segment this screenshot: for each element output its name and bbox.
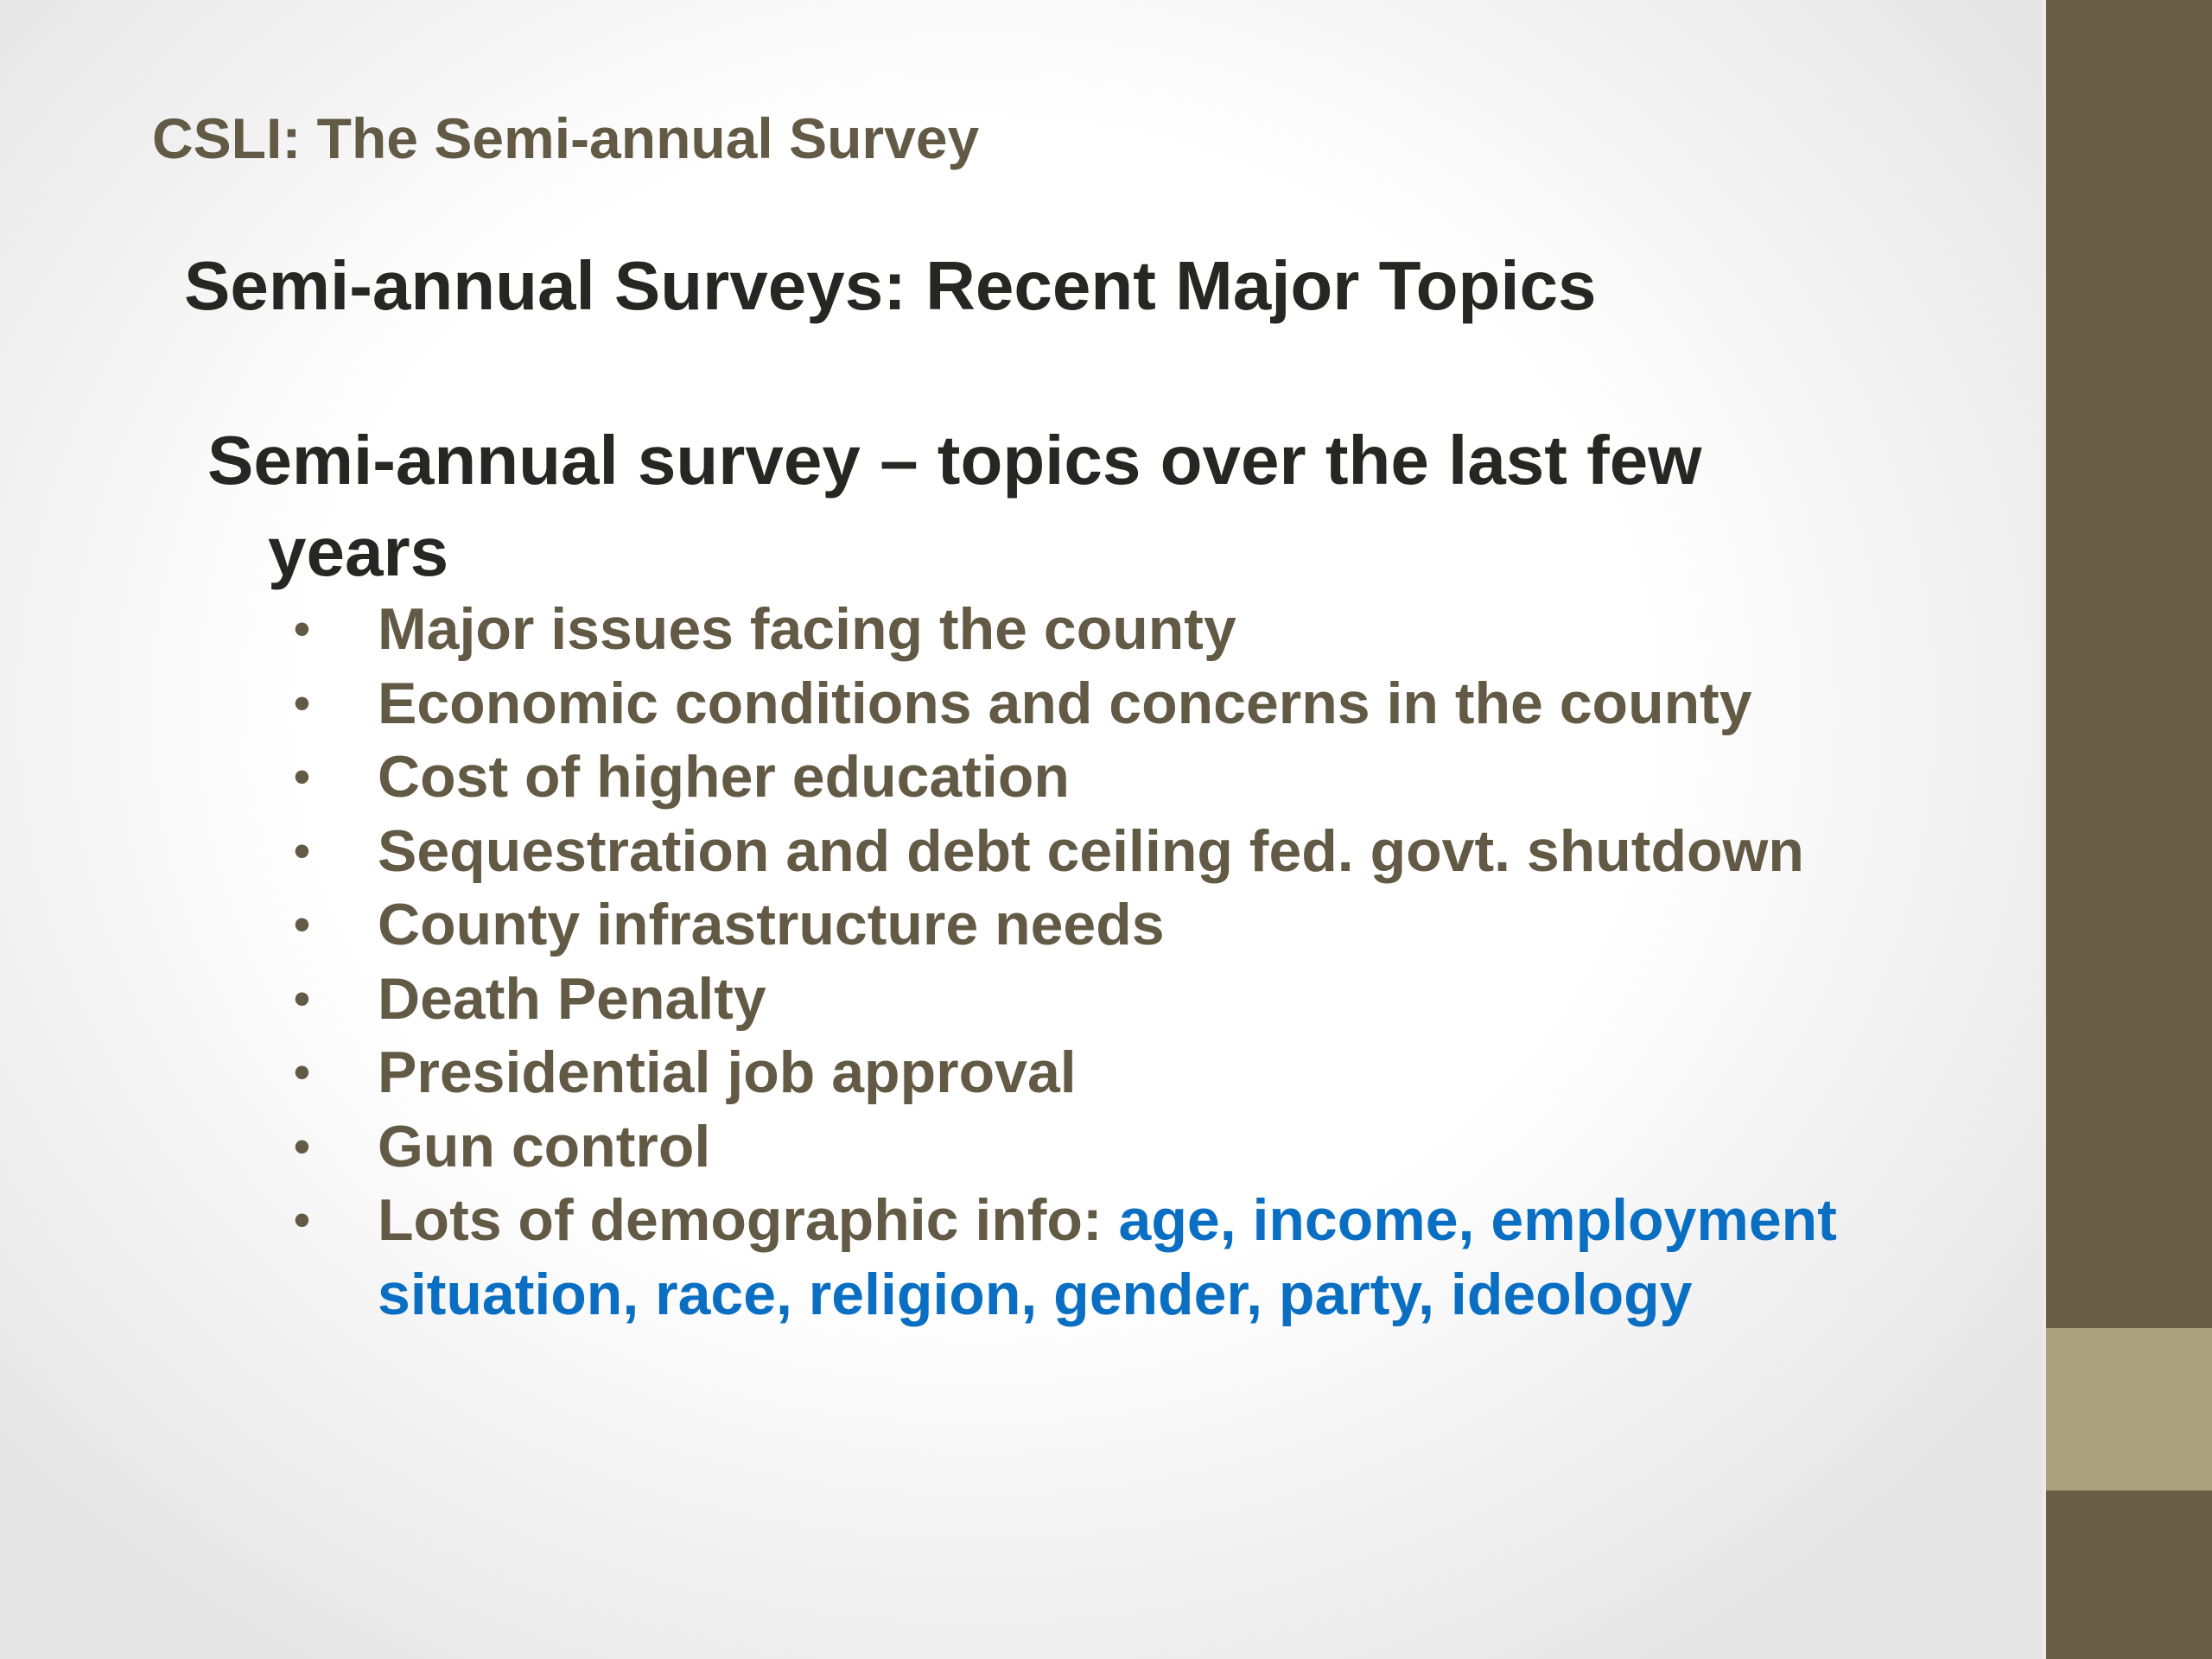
bullet-icon: • <box>294 972 310 1025</box>
list-item-text: County infrastructure needs <box>378 892 1165 957</box>
bullet-icon: • <box>294 751 310 803</box>
bullet-icon: • <box>294 603 310 655</box>
list-item-text: Economic conditions and concerns in the county <box>378 670 1752 736</box>
list-item <box>0 741 1933 815</box>
list-item-text: Presidential job approval <box>378 1039 1077 1105</box>
list-item <box>0 1036 1933 1110</box>
subheading <box>207 415 1884 598</box>
bullet-icon: • <box>294 824 310 877</box>
list-item <box>0 888 1933 963</box>
demographics-highlight-line-1: age, income, employment <box>1118 1187 1837 1253</box>
bullet-icon: • <box>294 899 310 950</box>
bullet-icon: • <box>294 677 310 729</box>
list-item-text: Gun control <box>378 1113 711 1179</box>
list-item-text: Major issues facing the county <box>378 596 1236 662</box>
list-item-text: Cost of higher education <box>378 744 1070 810</box>
list-item-text: Sequestration and debt ceiling fed. govt. shutdown <box>378 817 1804 884</box>
list-item <box>0 667 1933 741</box>
list-item <box>0 963 1933 1037</box>
list-item-text: Death Penalty <box>378 965 766 1032</box>
topic-list <box>0 593 1933 1332</box>
list-item <box>0 593 1933 667</box>
bullet-icon: • <box>294 1120 310 1173</box>
demographics-highlight-line-2: situation, race, religion, gender, party, ideology <box>378 1261 1693 1327</box>
slide-header: CSLI: The Semi-annual Survey <box>152 106 980 170</box>
list-item <box>0 1110 1933 1185</box>
list-item <box>0 815 1933 889</box>
bullet-icon: • <box>294 1194 310 1246</box>
demographics-lead-text: Lots of demographic info: <box>378 1187 1119 1253</box>
bullet-icon: • <box>294 1046 310 1098</box>
subheading-line-1: Semi-annual survey – topics over the last few <box>207 422 1702 499</box>
slide-title: Semi-annual Surveys: Recent Major Topics <box>184 247 1597 324</box>
list-item-demographics <box>0 1184 1933 1332</box>
decorative-sidebar-accent <box>2046 1328 2212 1491</box>
subheading-line-2: years <box>268 513 449 590</box>
